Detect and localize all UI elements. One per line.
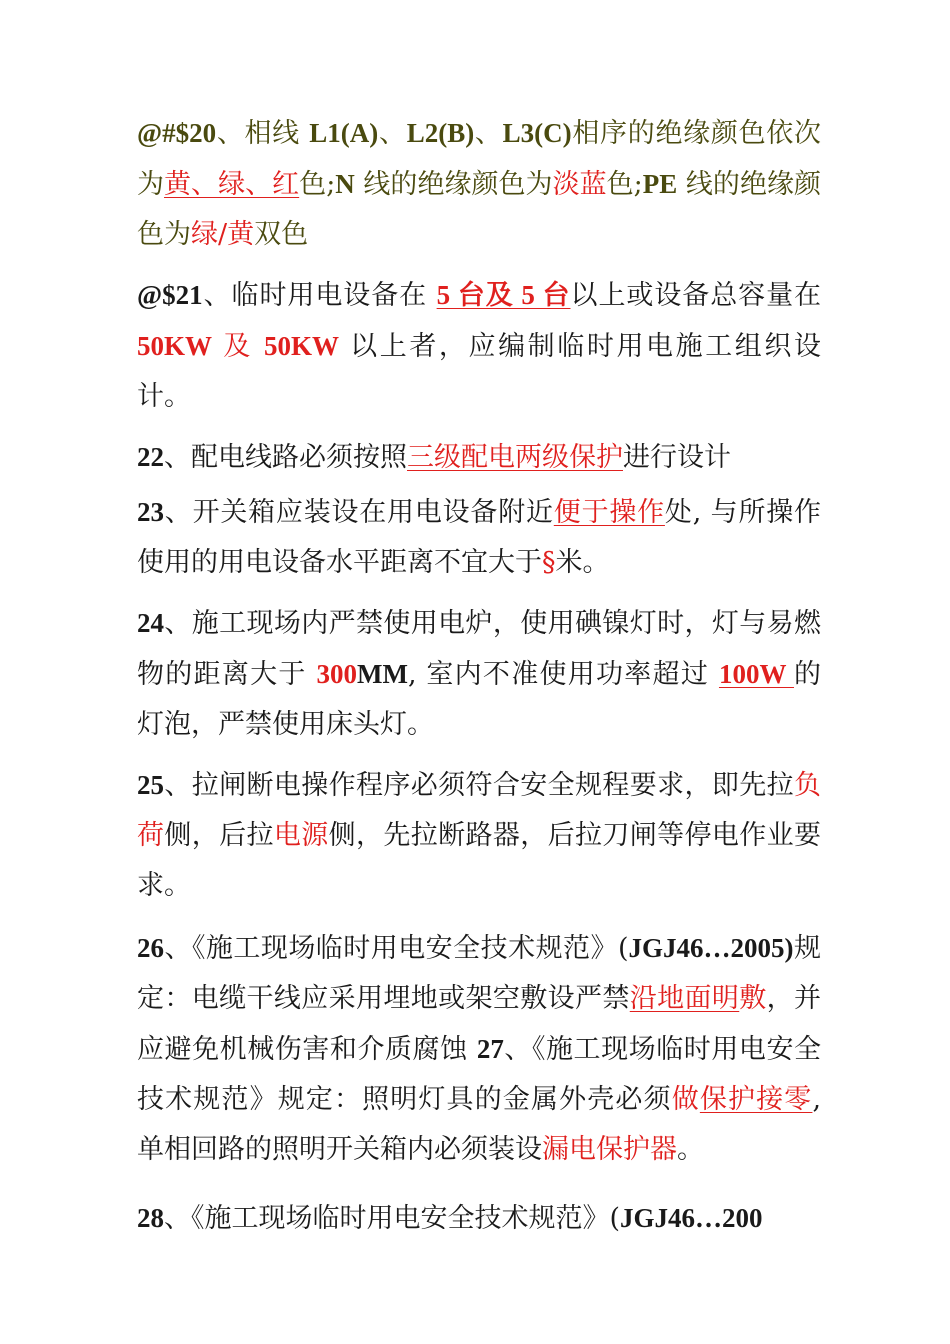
document-body: [137, 108, 821, 1244]
text-run: 的灯泡，严禁使用床头灯。: [137, 659, 822, 740]
text-run: 、开关箱应装设在用电设备附近: [164, 497, 554, 528]
text-run: 22: [137, 442, 164, 472]
text-run: 处, 与所操作使用的用电设备水平距离不宜大于: [137, 497, 822, 578]
text-run: PE: [642, 169, 678, 199]
text-run: 25: [137, 770, 164, 800]
text-run: L3(C): [502, 118, 572, 148]
text-run: L1(A): [309, 118, 379, 148]
paragraph-item-26-27: [137, 923, 821, 1175]
text-run: 50KW: [137, 331, 213, 361]
paragraph-item-22: [137, 432, 821, 483]
text-run: 侧，先拉断路器，后拉刀闸等停电作业要求。: [137, 820, 821, 901]
text-run: 漏电保护器: [542, 1134, 677, 1165]
text-run: , 室内不准使用功率超过: [407, 659, 719, 690]
text-run: 及: [212, 331, 264, 362]
text-run: 24: [137, 608, 164, 638]
text-run: 、拉闸断电操作程序必须符合安全规程要求，即先拉: [164, 770, 794, 801]
text-run: JGJ46…2005): [628, 933, 794, 963]
text-run: 便于操作: [553, 497, 665, 528]
text-run: MM: [356, 659, 408, 689]
text-run: 、施工现场内严禁使用电炉，使用碘镍灯时，灯与易燃物的距离大于: [137, 608, 821, 690]
text-run: 绿/黄: [191, 219, 255, 250]
text-run: , 单相回路的照明开关箱内必须装设: [137, 1084, 822, 1165]
text-run: 淡蓝: [552, 169, 607, 200]
text-run: 、配电线路必须按照: [164, 442, 407, 473]
paragraph-item-28: [137, 1193, 821, 1244]
text-run: 敷: [739, 983, 767, 1014]
text-run: 保护接零: [699, 1084, 813, 1115]
paragraph-item-21: [137, 270, 821, 422]
text-run: 、《施工现场临时用电安全技术规范》(: [164, 1203, 621, 1234]
paragraph-item-20: [137, 108, 821, 260]
text-run: 。: [677, 1134, 704, 1165]
text-run: 相序的绝缘颜色依次为: [137, 118, 821, 200]
text-run: ，并应避免机械伤害和介质腐蚀: [137, 983, 821, 1065]
text-run: 50KW: [263, 331, 339, 361]
text-run: 电源: [273, 820, 329, 851]
text-run: 、临时用电设备在: [202, 280, 437, 311]
text-run: 色;: [606, 169, 643, 200]
text-run: L2(B): [406, 118, 475, 148]
text-run: 三级配电两级保护: [407, 442, 623, 473]
text-run: N: [335, 169, 355, 199]
text-run: 侧，后拉: [164, 820, 274, 851]
text-run: 23: [137, 497, 164, 527]
text-run: 规定：电缆干线应采用埋地或架空敷设严禁: [137, 933, 821, 1014]
text-run: 、《施工现场临时用电安全技术规范》规定：照明灯具的金属外壳必须: [137, 1034, 822, 1115]
text-run: 以上者，应编制临时用电施工组织设计。: [137, 331, 821, 412]
text-run: 以上或设备总容量在: [570, 280, 822, 311]
text-run: 做: [671, 1084, 700, 1115]
text-run: 米。: [555, 547, 610, 578]
text-run: 27: [476, 1034, 504, 1064]
text-run: 28: [137, 1203, 164, 1233]
text-run: 色;: [299, 169, 336, 200]
text-run: 双色: [254, 219, 309, 250]
text-run: 进行设计: [623, 442, 731, 473]
text-run: 100W: [718, 659, 795, 689]
text-run: 负荷: [137, 770, 821, 851]
text-run: @#$20: [137, 118, 217, 148]
text-run: JGJ46…200: [620, 1203, 763, 1233]
paragraph-item-23: [137, 487, 821, 588]
text-run: 26: [137, 933, 164, 963]
text-run: §: [542, 547, 556, 578]
text-run: 黄、绿、红: [164, 169, 300, 200]
text-run: 300: [316, 659, 357, 689]
text-run: 、: [378, 118, 407, 149]
text-run: 5 台及 5 台: [436, 280, 571, 310]
text-run: 线的绝缘颜色为: [137, 169, 822, 250]
text-run: @$21: [137, 280, 203, 310]
text-run: 、相线: [216, 118, 310, 149]
text-run: 线的绝缘颜色为: [354, 169, 553, 200]
text-run: 、: [474, 118, 503, 149]
paragraph-item-25: [137, 760, 821, 911]
text-run: 沿地面明: [629, 983, 740, 1014]
paragraph-item-24: [137, 598, 821, 750]
text-run: 、《施工现场临时用电安全技术规范》(: [164, 933, 629, 964]
